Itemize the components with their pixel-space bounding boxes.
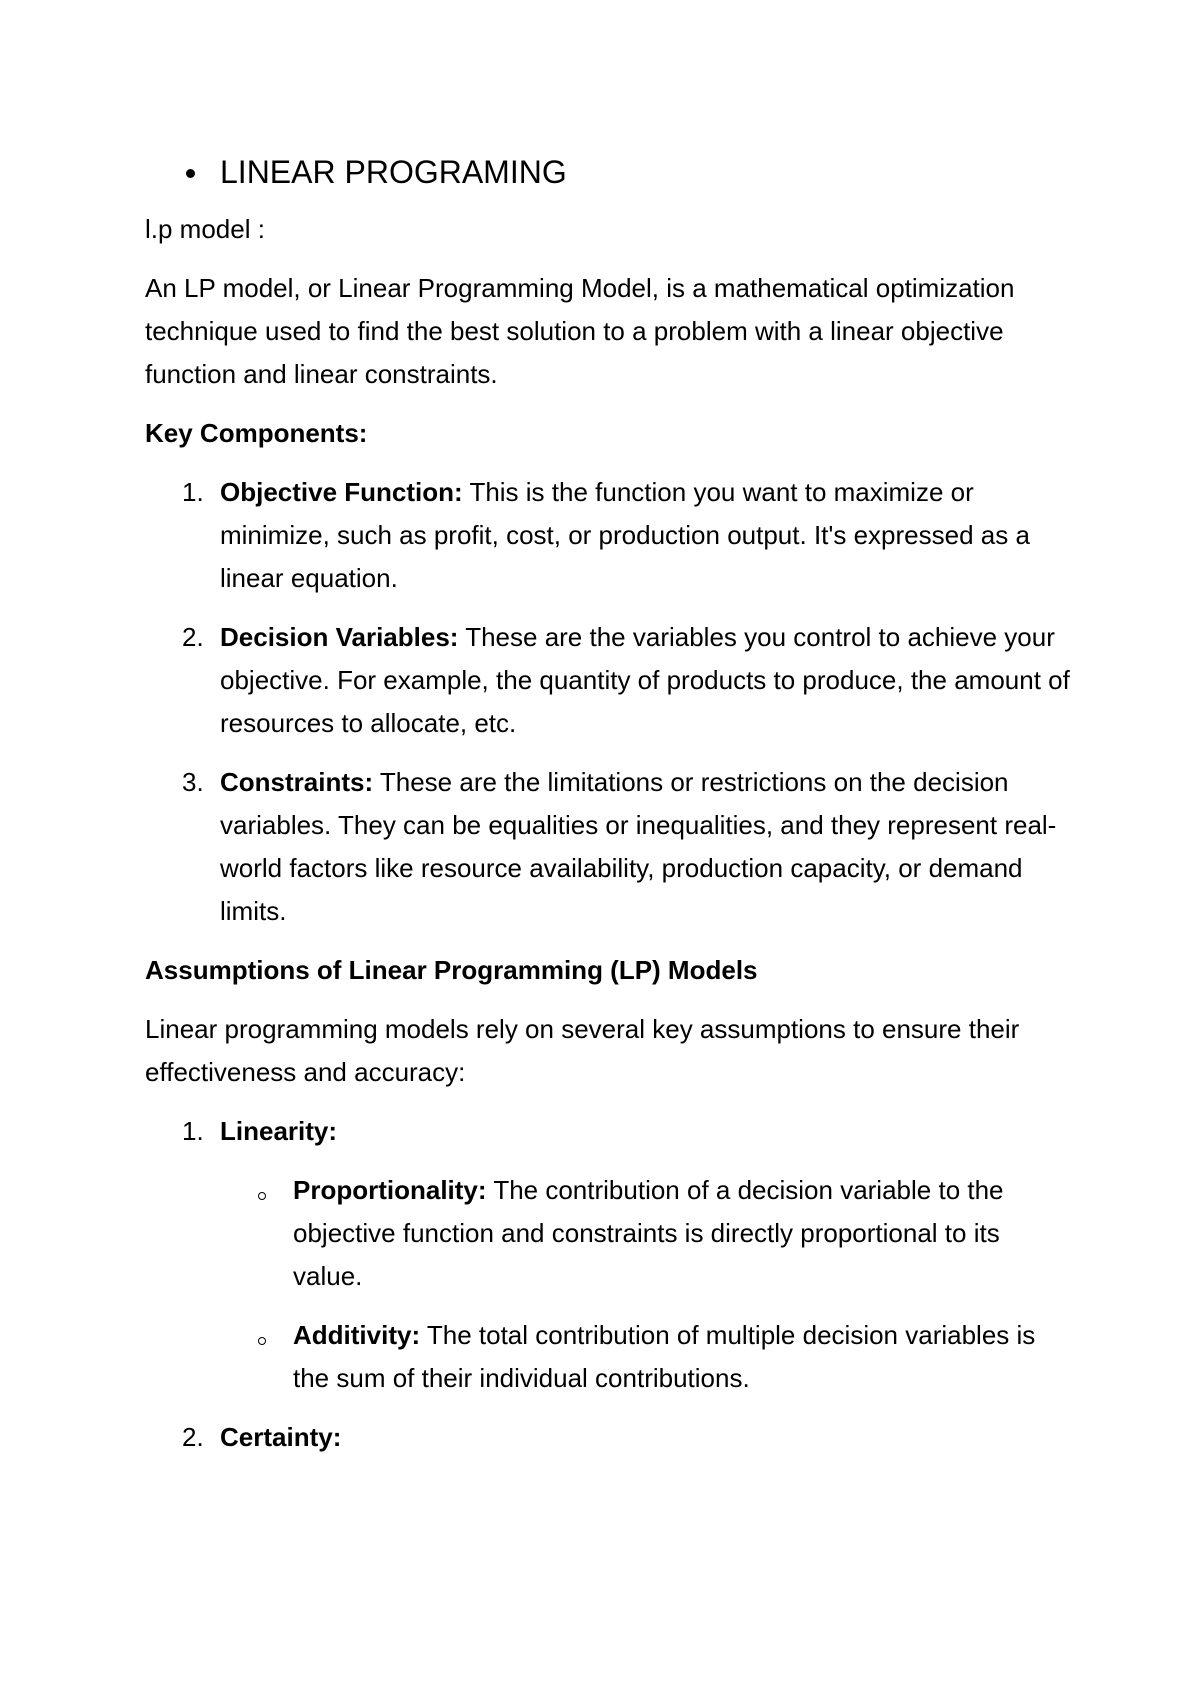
document-content [145,148,1075,1475]
assumption-item [145,1110,1075,1153]
assumption-sub-item [145,1169,1075,1298]
sub-item-text: The contribution of a decision variable to the objective function and constraints is directly proportional to its value. [293,1175,1004,1291]
intro-paragraph: An LP model, or Linear Programming Model, is a mathematical optimization technique used to find the best solution to a problem with a linear objective function and linear constraints. [145,273,1015,389]
item-term: Certainty: [220,1422,342,1452]
hollow-bullet-icon [258,1192,266,1200]
lp-model-label: l.p model : [145,214,265,244]
heading-text: LINEAR PROGRAMING [220,154,567,190]
list-number: 3. [182,767,204,797]
item-term: Objective Function: [220,477,463,507]
item-term: Decision Variables: [220,622,459,652]
list-number: 2. [182,1422,204,1452]
item-text: These are the limitations or restrictions on the decision variables. They can be equalities or inequalities, and they represent real-world factors like resource availability, production capacity, or demand limits. [220,767,1057,926]
key-component-item [145,471,1075,600]
list-number: 2. [182,622,204,652]
sub-item-term: Additivity: [293,1320,421,1350]
list-number: 1. [182,477,204,507]
bullet-icon [186,169,195,178]
assumption-sub-item [145,1314,1075,1400]
sub-item-text: The total contribution of multiple decision variables is the sum of their individual contributions. [293,1320,1036,1393]
item-term: Constraints: [220,767,374,797]
assumptions-title: Assumptions of Linear Programming (LP) Models [145,955,758,985]
item-text: This is the function you want to maximize or minimize, such as profit, cost, or production output. It's expressed as a linear equation. [220,477,1030,593]
document-heading [145,148,1075,196]
key-component-item [145,761,1075,933]
sub-item-term: Proportionality: [293,1175,487,1205]
hollow-bullet-icon [258,1337,266,1345]
item-text: These are the variables you control to achieve your objective. For example, the quantity of products to produce, the amount of resources to allocate, etc. [220,622,1070,738]
list-number: 1. [182,1116,204,1146]
key-components-title: Key Components: [145,418,368,448]
key-component-item [145,616,1075,745]
assumption-item [145,1416,1075,1459]
item-term: Linearity: [220,1116,338,1146]
assumptions-intro: Linear programming models rely on several key assumptions to ensure their effectiveness and accuracy: [145,1014,1020,1087]
